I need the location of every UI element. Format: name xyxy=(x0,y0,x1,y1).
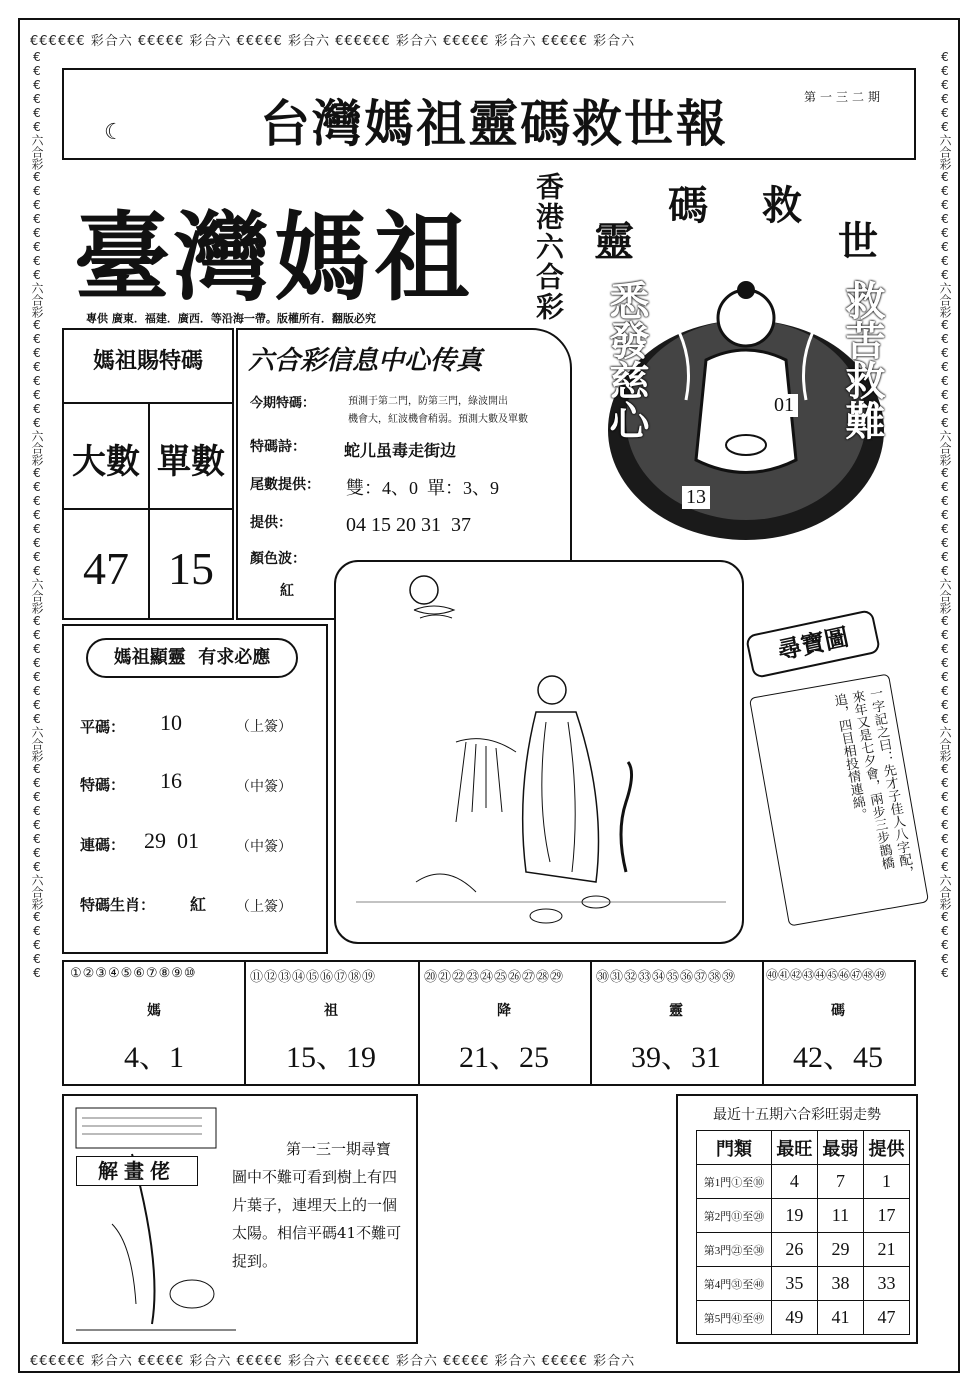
trend-row xyxy=(697,1165,910,1199)
info-provide-label: 提供： xyxy=(250,515,292,531)
oracle-row3-value: 29 01 xyxy=(144,828,199,853)
trend-header-max: 最旺 xyxy=(771,1131,817,1165)
explain-line-2: 片葉子，連埋天上的一個 xyxy=(232,1196,398,1214)
oracle-row4-label: 特碼生肖： xyxy=(80,896,156,914)
band-1-nums: 4、1 xyxy=(124,1041,184,1074)
emblem-number-a: 01 xyxy=(770,394,798,417)
band-3-nums: 21、25 xyxy=(459,1041,549,1074)
info-tail-text: 雙：4、0 單：3、9 xyxy=(346,478,499,498)
trend-header-row xyxy=(697,1131,910,1165)
info-tail-label: 尾數提供： xyxy=(250,477,320,493)
oracle-row2-label: 特碼： xyxy=(80,776,126,794)
trend-header-door: 門類 xyxy=(697,1131,772,1165)
explain-line-3: 太陽。相信平碼41不難可 xyxy=(232,1224,402,1242)
special-col1-value: 47 xyxy=(83,543,129,594)
explain-title: 第一三一期尋寶 xyxy=(286,1140,392,1158)
band-1-balls: ①②③④⑤⑥⑦⑧⑨⑩ xyxy=(70,966,197,981)
masthead-title: 臺灣媽祖 xyxy=(74,202,474,314)
band-5-balls: ㊵㊶㊷㊸㊹㊺㊻㊼㊽㊾ xyxy=(766,968,887,982)
trend-min: 38 xyxy=(817,1267,863,1301)
treasure-badge: 尋寶圖 xyxy=(745,609,881,679)
band-2-balls: ⑪⑫⑬⑭⑮⑯⑰⑱⑲ xyxy=(250,970,377,985)
trend-min: 41 xyxy=(817,1301,863,1335)
band-4-balls: ㉚㉛㉜㉝㉞㉟㊱㊲㊳㊴ xyxy=(596,970,737,985)
trend-table xyxy=(696,1130,910,1335)
oracle-title: 媽祖顯靈 有求必應 xyxy=(86,638,298,678)
trend-max: 19 xyxy=(771,1199,817,1233)
emblem-right-text: 救苦救難 xyxy=(839,280,886,440)
info-title: 六合彩信息中心传真 xyxy=(248,346,483,376)
oracle-row3-label: 連碼： xyxy=(80,836,126,854)
trend-header-min: 最弱 xyxy=(817,1131,863,1165)
trend-max: 35 xyxy=(771,1267,817,1301)
band-4-char: 靈 xyxy=(669,1003,683,1019)
trend-give: 33 xyxy=(863,1267,909,1301)
oracle-row2-value: 16 xyxy=(160,768,182,793)
band-5 xyxy=(762,962,914,1084)
special-col2-label: 單數 xyxy=(157,442,225,482)
band-2-char: 祖 xyxy=(324,1003,338,1019)
treasure-box xyxy=(748,564,918,944)
oracle-row2-note: （中簽） xyxy=(236,779,292,795)
emblem-arc-char-3: 救 xyxy=(762,182,802,229)
number-bands xyxy=(62,960,916,1086)
emblem-arc-char-2: 碼 xyxy=(668,182,708,229)
explain-line-1: 圖中不難可看到樹上有四 xyxy=(232,1168,398,1186)
trend-max: 26 xyxy=(771,1233,817,1267)
emblem-left-text: 悉發慈心 xyxy=(603,280,650,440)
special-col2-value: 15 xyxy=(168,543,214,594)
trend-row xyxy=(697,1267,910,1301)
trend-min: 7 xyxy=(817,1165,863,1199)
left-border-strip: €€€€€€六合彩€€€€€€€€六合彩€€€€€€€€六合彩€€€€€€€€六合彩€€€€€€€€六合彩€€€€€€€€六合彩€€€€€ xyxy=(30,50,44,980)
oracle-box xyxy=(62,624,328,954)
monk-illustration xyxy=(336,562,742,942)
band-5-char: 碼 xyxy=(831,1003,845,1019)
masthead-box xyxy=(62,168,514,325)
oracle-row1-value: 10 xyxy=(160,710,182,735)
masthead-subline: 專供 廣東．福建．廣西．等沿海一帶。版權所有．翻版必究 xyxy=(86,312,376,325)
header-title: 台灣媽祖靈碼救世報 xyxy=(260,95,728,153)
top-border-strip: €€€€€€ 彩合六 €€€€€ 彩合六 €€€€€ 彩合六 €€€€€€ 彩合六 €€€€€ 彩合六 €€€€€ 彩合六 xyxy=(30,34,636,48)
band-3 xyxy=(418,962,592,1084)
explain-box xyxy=(62,1094,418,1344)
bottom-border-strip: €€€€€€ 彩合六 €€€€€ 彩合六 €€€€€ 彩合六 €€€€€€ 彩合六 €€€€€ 彩合六 €€€€€ 彩合六 xyxy=(30,1354,636,1368)
info-poem-label: 特碼詩： xyxy=(250,439,306,455)
oracle-row1-label: 平碼： xyxy=(80,718,126,736)
header-moon-mark: ☾ xyxy=(104,120,124,145)
trend-title: 最近十五期六合彩旺弱走勢 xyxy=(713,1107,881,1123)
info-color-label: 顏色波： xyxy=(250,551,306,567)
explain-line-4: 捉到。 xyxy=(232,1252,278,1270)
band-1-char: 媽 xyxy=(147,1003,161,1019)
oracle-row4-note: （上簽） xyxy=(236,899,292,915)
band-2 xyxy=(244,962,420,1084)
trend-max: 49 xyxy=(771,1301,817,1335)
trend-give: 21 xyxy=(863,1233,909,1267)
special-col1-label: 大數 xyxy=(72,442,140,482)
trend-door: 第4門㉛至㊵ xyxy=(697,1267,772,1301)
trend-row xyxy=(697,1301,910,1335)
trend-header-give: 提供 xyxy=(863,1131,909,1165)
info-line1-text-a: 預測于第二門，防第三門，綠波開出 xyxy=(348,396,508,407)
explain-cartoon xyxy=(72,1104,240,1340)
trend-min: 29 xyxy=(817,1233,863,1267)
band-3-balls: ⑳㉑㉒㉓㉔㉕㉖㉗㉘㉙ xyxy=(424,970,565,985)
info-color-text: 紅 xyxy=(280,583,294,599)
trend-give: 47 xyxy=(863,1301,909,1335)
header-box xyxy=(62,68,916,160)
info-line1-label: 今期特碼： xyxy=(250,396,316,411)
band-4-nums: 39、31 xyxy=(631,1041,721,1074)
trend-give: 1 xyxy=(863,1165,909,1199)
special-title: 媽祖賜特碼 xyxy=(92,349,203,374)
emblem-arc-char-4: 世 xyxy=(838,218,878,265)
issue-number: 第一三二期 xyxy=(804,90,885,104)
trend-min: 11 xyxy=(817,1199,863,1233)
band-1 xyxy=(64,962,246,1084)
trend-max: 4 xyxy=(771,1165,817,1199)
band-4 xyxy=(590,962,764,1084)
trend-give: 17 xyxy=(863,1199,909,1233)
masthead-side-title: 香港六合彩 xyxy=(532,172,565,322)
special-code-box xyxy=(62,328,234,620)
band-3-char: 降 xyxy=(497,1003,511,1019)
treasure-scroll xyxy=(749,673,929,926)
right-border-strip: €€€€€€六合彩€€€€€€€€六合彩€€€€€€€€六合彩€€€€€€€€六合彩€€€€€€€€六合彩€€€€€€€€六合彩€€€€€ xyxy=(938,50,952,980)
oracle-row3-note: （中簽） xyxy=(236,839,292,855)
monk-illustration-frame xyxy=(334,560,744,944)
trend-row xyxy=(697,1233,910,1267)
oracle-row4-value: 紅 xyxy=(190,895,207,914)
treasure-poem: 一字記之曰：先才子佳人八字配，來年又是七夕會，兩步三步鵲橋追，四目相投情連綿。 xyxy=(830,686,915,881)
trend-door: 第1門①至⑩ xyxy=(697,1165,772,1199)
trend-row xyxy=(697,1199,910,1233)
info-line1-text-b: 機會大，紅波機會稍弱。預測大數及單數 xyxy=(348,414,528,425)
info-provide-text: 04 15 20 31 37 xyxy=(346,514,471,536)
trend-box xyxy=(676,1094,918,1344)
trend-door: 第3門㉑至㉚ xyxy=(697,1233,772,1267)
band-2-nums: 15、19 xyxy=(286,1041,376,1074)
emblem-number-b: 13 xyxy=(682,486,710,509)
trend-door: 第2門⑪至⑳ xyxy=(697,1199,772,1233)
buddha-emblem xyxy=(590,160,900,540)
band-5-nums: 42、45 xyxy=(793,1041,883,1074)
explain-badge: 解畫佬 xyxy=(76,1156,198,1186)
emblem-arc-char-1: 靈 xyxy=(594,218,634,265)
oracle-row1-note: （上簽） xyxy=(236,719,292,735)
trend-door: 第5門㊶至㊾ xyxy=(697,1301,772,1335)
trend-table-wrap xyxy=(696,1130,910,1335)
info-poem-text: 蛇儿虽毒走街边 xyxy=(344,441,457,460)
